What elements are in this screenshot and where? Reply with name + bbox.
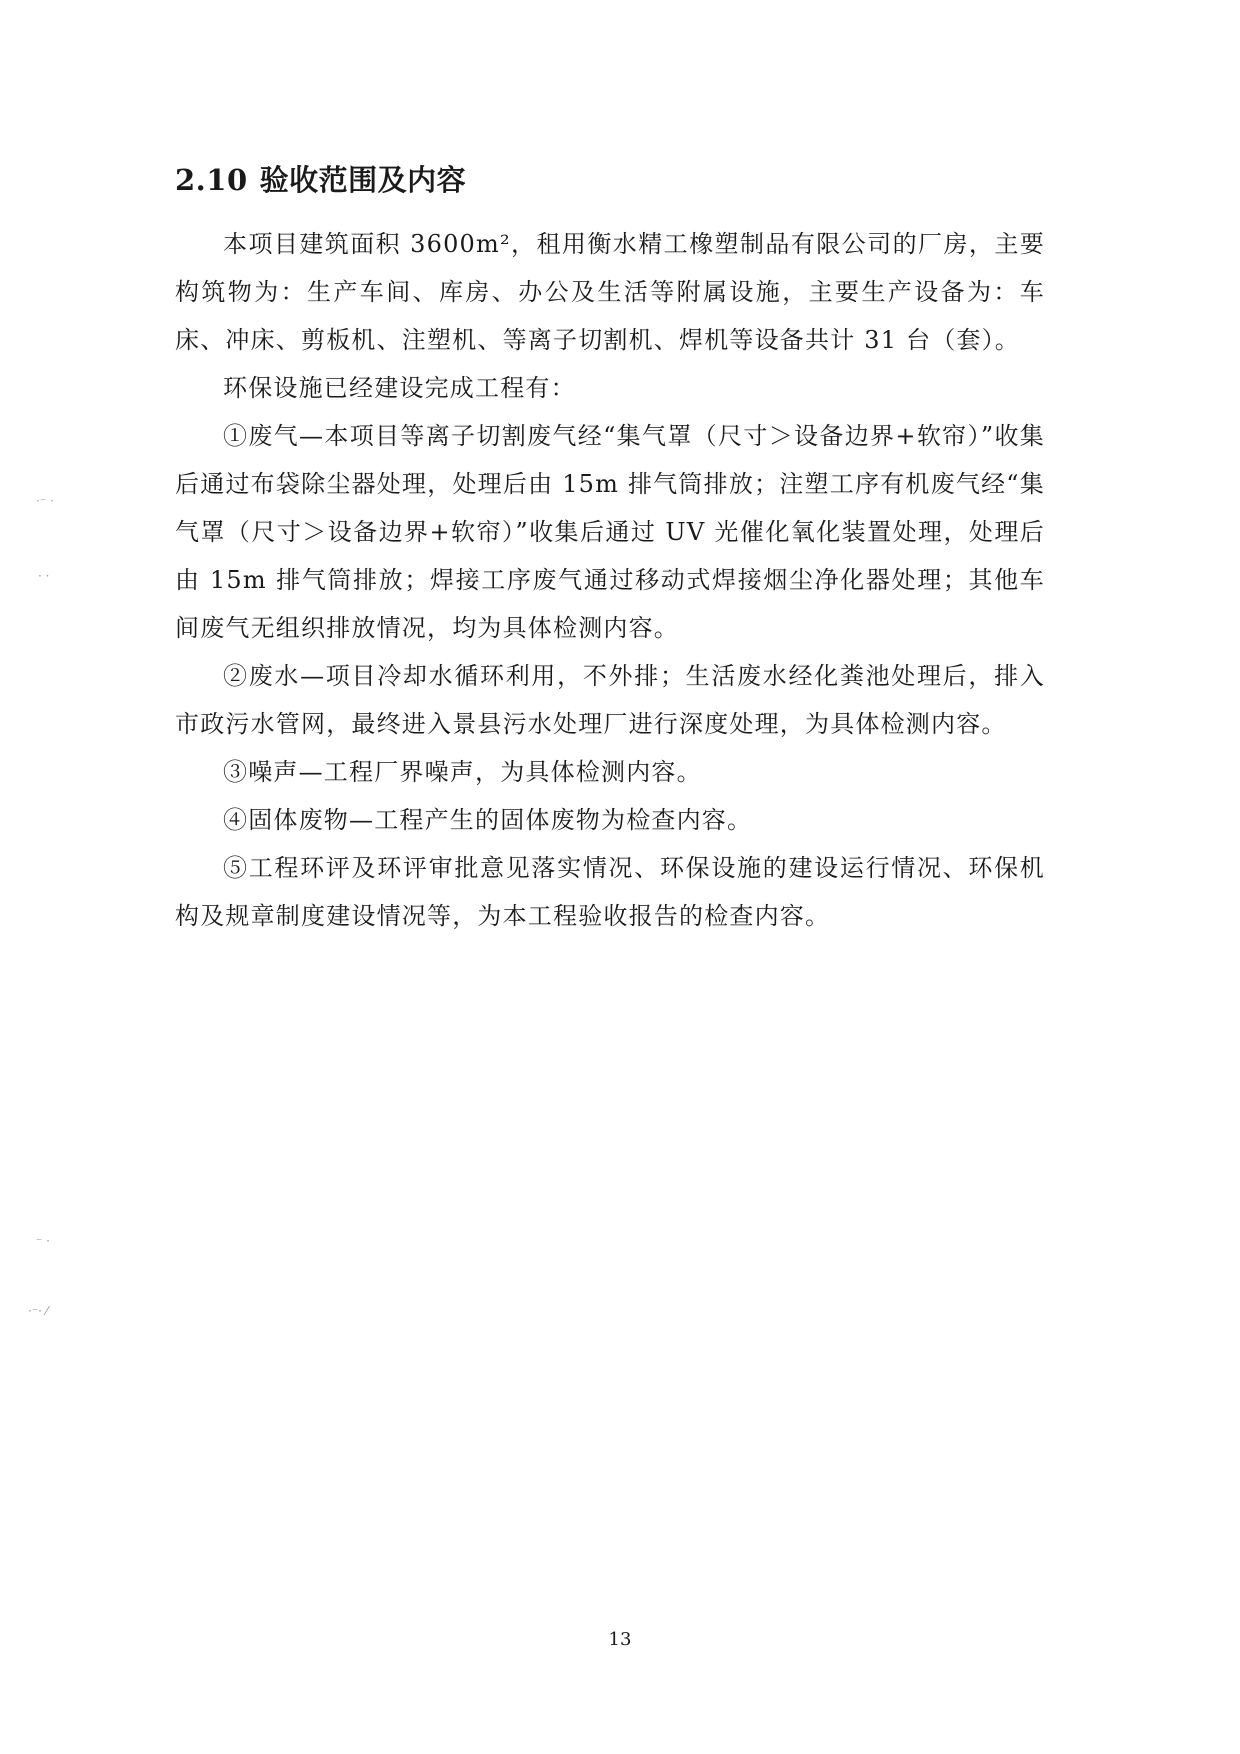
paragraph-waste-gas: ①废气—本项目等离子切割废气经“集气罩（尺寸＞设备边界+软帘）”收集后通过布袋除尘器处理，处理后由 15m 排气筒排放；注塑工序有机废气经“集气罩（尺寸＞设备边界+软帘）”收集后通过 UV 光催化氧化装置处理，处理后由 15m 排气筒排放；焊接工序废气通过移动式焊接烟尘净化器处理；其他车间废气无组织排放情况，均为具体检测内容。 <box>175 422 1045 642</box>
scan-speck: ·⁻ · <box>36 494 54 508</box>
paragraph-waste-water: ②废水—项目冷却水循环利用，不外排；生活废水经化粪池处理后，排入市政污水管网，最终进入景县污水处理厂进行深度处理，为具体检测内容。 <box>175 662 1045 738</box>
section-heading <box>175 160 1075 200</box>
section-title: 验收范围及内容 <box>259 163 467 197</box>
section-body <box>175 220 1045 940</box>
section-number: 2.10 <box>175 163 248 197</box>
scan-speck: · · <box>38 569 50 583</box>
page-number: 13 <box>608 1629 632 1650</box>
paragraph-eia-implementation: ⑤工程环评及环评审批意见落实情况、环保设施的建设运行情况、环保机构及规章制度建设情况等，为本工程验收报告的检查内容。 <box>175 854 1045 930</box>
paragraph-noise: ③噪声—工程厂界噪声，为具体检测内容。 <box>223 758 702 786</box>
paragraph-facilities-intro: 环保设施已经建设完成工程有： <box>223 374 576 402</box>
scan-speck: ⁻ · <box>36 1234 50 1248</box>
paragraph-solid-waste: ④固体废物—工程产生的固体废物为检查内容。 <box>223 806 753 834</box>
paragraph-project-overview: 本项目建筑面积 3600m²，租用衡水精工橡塑制品有限公司的厂房，主要构筑物为：生产车间、库房、办公及生活等附属设施，主要生产设备为：车床、冲床、剪板机、注塑机、等离子切割机、焊机等设备共计 31 台（套）。 <box>175 230 1045 354</box>
scan-speck: ·⁻· ⁄ <box>28 1304 48 1318</box>
